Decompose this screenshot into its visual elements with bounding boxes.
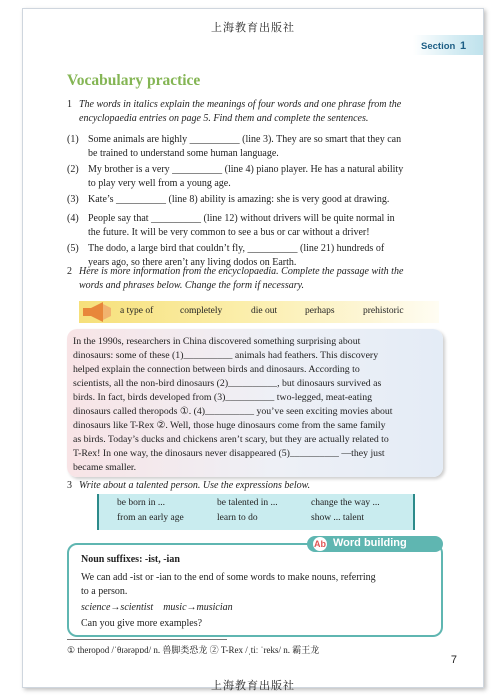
word-building-tag: Word building (307, 536, 443, 552)
q3-instruction: Write about a talented person. Use the expressions below. (79, 480, 311, 491)
textbook-page (22, 8, 484, 692)
expression-item: be talented in ... (217, 498, 278, 508)
word-building-body (81, 571, 431, 599)
page-number: 7 (450, 654, 457, 666)
passage-line: birds. In fact, birds developed from (3)__________ two-legged, meat-eating (73, 392, 372, 403)
q1-item-number: (4) (67, 213, 79, 224)
speaker-icon (81, 302, 115, 322)
section-label: Section (421, 41, 456, 52)
passage-line: as birds. Today’s ducks and chickens aren’t scary, but they are actually related to (73, 434, 389, 445)
q1-item-line2: the future. It will be very common to see a bus or car without a driver! (88, 227, 370, 238)
publisher-footer: 上海教育出版社 (211, 679, 295, 692)
q1-item-line2: be trained to understand some human language. (88, 148, 279, 159)
reading-passage (67, 329, 443, 477)
word-building-body-line2: to a person. (81, 586, 128, 597)
section-tab (413, 35, 483, 55)
q1-item-number: (3) (67, 194, 79, 205)
word-building-examples: science→scientist music→musician (81, 602, 233, 613)
passage-line: dinosaurs: some of these (1)__________ animals had feathers. This discovery (73, 350, 379, 361)
q3-number: 3 (67, 480, 72, 491)
q1-item-line1: The dodo, a large bird that couldn’t fly, __________ (line 21) hundreds of (88, 243, 385, 254)
expression-item: be born in ... (117, 498, 166, 508)
q1-item-line1: People say that __________ (line 12) without drivers will be quite normal in (88, 213, 395, 224)
q1-item (88, 193, 448, 207)
q1-item-line1: Kate’s __________ (line 8) ability is amazing: she is very good at drawing. (88, 194, 390, 205)
q1-item-number: (5) (67, 243, 79, 254)
q1-item (88, 163, 448, 191)
word-building-icon: Ab (314, 539, 326, 549)
word-bank-item: perhaps (305, 306, 335, 316)
passage-line: In the 1990s, researchers in China discovered something surprising about (73, 336, 361, 347)
q1-item (88, 212, 448, 240)
passage-line: dinosaurs called theropods ①. (4)__________ you’ve seen exciting movies about (73, 406, 393, 417)
q1-item-line1: My brother is a very __________ (line 4) piano player. He has a natural ability (88, 164, 404, 175)
word-building-body-line1: We can add -ist or -ian to the end of some words to make nouns, referring (81, 572, 376, 583)
q1-instruction-line1: The words in italics explain the meanings of four words and one phrase from the (79, 99, 402, 110)
word-building-heading: Noun suffixes: -ist, -ian (81, 554, 180, 565)
page-title: Vocabulary practice (67, 72, 201, 89)
publisher-header: 上海教育出版社 (211, 21, 295, 34)
footnote-divider (67, 639, 227, 640)
q1-item-line2: to play very well from a young age. (88, 178, 231, 189)
q2-instruction (79, 265, 449, 293)
word-bank-item: die out (251, 306, 278, 316)
q2-number: 2 (67, 266, 72, 277)
word-bank (79, 301, 439, 323)
expression-item: change the way ... (311, 498, 380, 508)
expression-item: learn to do (217, 513, 258, 523)
q2-instruction-line2: words and phrases below. Change the form if necessary. (79, 280, 304, 291)
expression-item: show ... talent (311, 513, 365, 523)
passage-line: became smaller. (73, 462, 137, 473)
q1-item-line1: Some animals are highly __________ (line 3). They are so smart that they can (88, 134, 402, 145)
q1-item-number: (2) (67, 164, 79, 175)
q1-item-number: (1) (67, 134, 79, 145)
word-bank-item: prehistoric (363, 306, 404, 316)
word-building-question: Can you give more examples? (81, 618, 203, 629)
passage-line: helped explain the connection between birds and dinosaurs. According to (73, 364, 360, 375)
footnotes: ① theropod /ˈθɪərəpɒd/ n. 兽脚类恐龙 ② T-Rex /ˌtiː ˈreks/ n. 霸王龙 (67, 645, 320, 655)
q1-item (88, 133, 448, 161)
q2-instruction-line1: Here is more information from the encyclopaedia. Complete the passage with the (79, 266, 404, 277)
section-number: 1 (459, 40, 467, 52)
passage-line: dinosaurs like T-Rex ②. Well, those huge dinosaurs come from the same family (73, 420, 386, 431)
expression-item: from an early age (117, 513, 184, 523)
q1-number: 1 (67, 99, 72, 110)
word-bank-item: a type of (120, 306, 154, 316)
q1-item-line2: years ago, so there aren’t any living dodos on Earth. (88, 257, 297, 268)
expressions-box (97, 494, 415, 530)
passage-line: T-Rex! In one way, the dinosaurs never disappeared (5)__________ —they just (73, 448, 385, 459)
word-building-box (67, 543, 443, 637)
passage-line: scientists, all the non-bird dinosaurs (2)__________, but dinosaurs survived as (73, 378, 382, 389)
word-bank-item: completely (180, 306, 223, 316)
q1-instruction (79, 98, 439, 126)
q1-instruction-line2: encyclopaedia entries on page 5. Find them and complete the sentences. (79, 113, 369, 124)
